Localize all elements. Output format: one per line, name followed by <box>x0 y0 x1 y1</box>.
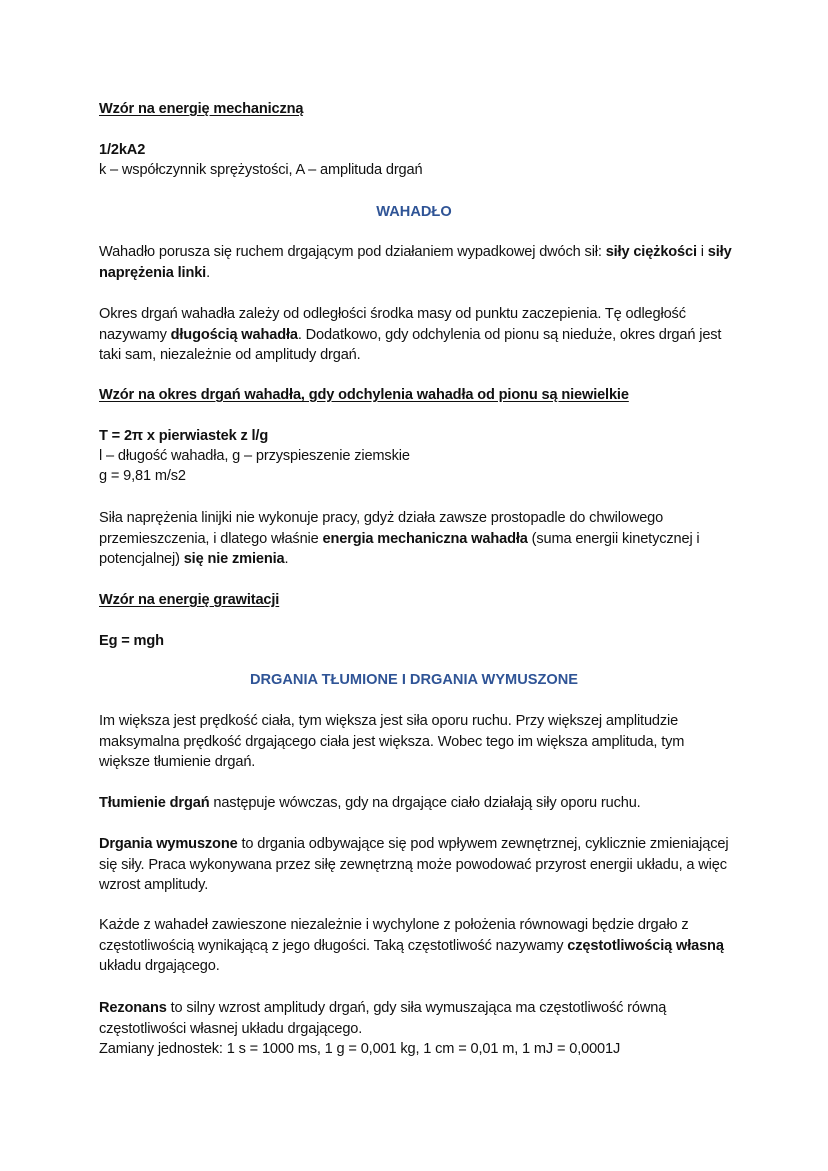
paragraph-pendulum-period: Okres drgań wahadła zależy od odległości środka masy od punktu zaczepienia. Tę odległość nazywamy długością wahadła. Dodatkowo, gdy odchylenia od pionu są nieduże, okres drgań jest taki sam, niezależnie od amplitudy drgań. <box>99 306 722 363</box>
section-title-damped-forced: DRGANIA TŁUMIONE I DRGANIA WYMUSZONE <box>249 672 579 688</box>
heading-period-formula: Wzór na okres drgań wahadła, gdy odchylenia wahadła od pionu są niewielkie <box>99 387 629 403</box>
section-title-wahadlo: WAHADŁO <box>376 204 452 220</box>
gravity-value: g = 9,81 m/s2 <box>99 468 186 484</box>
paragraph-tension-work: Siła naprężenia linijki nie wykonuje pracy, gdyż działa zawsze prostopadle do chwilowego przemieszczenia, i dlatego właśnie energia mechaniczna wahadła (suma energii kinetycznej i potencjalnej) się nie zmienia. <box>99 510 700 567</box>
paragraph-damping-velocity: Im większa jest prędkość ciała, tym większa jest siła oporu ruchu. Przy większej amplitudzie maksymalna prędkość drgającego ciała jest większa. Wobec tego im większa amplituda, tym większe tłumienie drgań. <box>99 713 685 770</box>
paragraph-damping-definition: Tłumienie drgań następuje wówczas, gdy na drgające ciało działają siły oporu ruchu. <box>99 795 641 811</box>
paragraph-forced-oscillations: Drgania wymuszone to drgania odbywające się pod wpływem zewnętrznej, cyklicznie zmieniającej się siły. Praca wykonywana przez siłę zewnętrzną może powodować przyrost energii układu, a więc wzrost amplitudy. <box>99 836 729 893</box>
formula-gravitational-energy: Eg = mgh <box>99 633 164 649</box>
heading-mechanical-energy: Wzór na energię mechaniczną <box>99 101 304 117</box>
formula-mechanical-energy: 1/2kA2 <box>99 142 146 158</box>
paragraph-natural-frequency: Każde z wahadeł zawieszone niezależnie i wychylone z położenia równowagi będzie drgało z częstotliwością wynikającą z jego długości. Taką częstotliwość nazywamy częstotliwością własną układu drgającego. <box>99 917 724 974</box>
paragraph-pendulum-forces: Wahadło porusza się ruchem drgającym pod działaniem wypadkowej dwóch sił: siły ciężkości i siły naprężenia linki. <box>99 244 732 281</box>
formula-period-legend: l – długość wahadła, g – przyspieszenie ziemskie <box>99 448 410 464</box>
formula-period: T = 2π x pierwiastek z l/g <box>99 428 269 444</box>
paragraph-resonance: Rezonans to silny wzrost amplitudy drgań, gdy siła wymuszająca ma częstotliwość równą częstotliwości własnej układu drgającego. <box>99 1000 667 1037</box>
unit-conversions: Zamiany jednostek: 1 s = 1000 ms, 1 g = 0,001 kg, 1 cm = 0,01 m, 1 mJ = 0,0001J <box>99 1041 621 1057</box>
formula-legend: k – współczynnik sprężystości, A – amplituda drgań <box>99 162 423 178</box>
heading-gravitational-energy: Wzór na energię grawitacji <box>99 592 280 608</box>
